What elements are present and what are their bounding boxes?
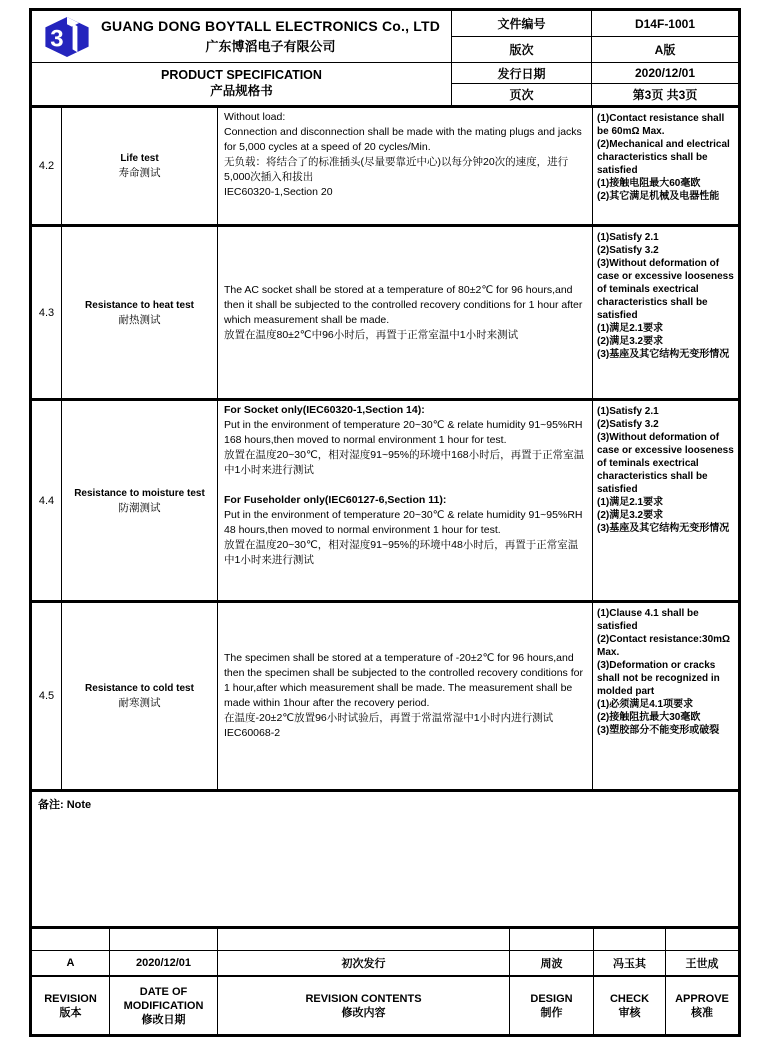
test-requirement-line: (3)基座及其它结构无变形情况: [597, 349, 730, 360]
document-header: [32, 11, 738, 105]
test-description-line: 放置在温度20~30℃，相对湿度91~95%的环境中48小时后，再置于正常室温中1小时来进行测试: [224, 539, 579, 566]
test-description: [218, 401, 593, 600]
test-number: 4.3: [32, 227, 62, 398]
test-requirement-line: (2)满足3.2要求: [597, 510, 664, 521]
doc-version-value: A版: [592, 37, 738, 63]
revision-header-cell: [110, 977, 218, 1034]
test-name-cn: 寿命测试: [118, 167, 161, 179]
test-row: [32, 398, 738, 600]
revision-empty-cell: [510, 929, 594, 951]
test-requirement-line: (1)接触电阻最大60毫欧: [597, 178, 701, 189]
revision-value-cell: 冯玉其: [594, 951, 666, 977]
test-requirement-line: (2)满足3.2要求: [597, 336, 664, 347]
doc-number-label: 文件编号: [452, 11, 592, 37]
test-requirement-line: (1)Clause 4.1 shall be satisfied: [597, 608, 699, 632]
revision-header-cell: [666, 977, 738, 1034]
test-name-en: Life test: [120, 153, 159, 164]
test-requirement-line: (2)Satisfy 3.2: [597, 419, 659, 430]
note-label: 备注: Note: [38, 799, 92, 811]
test-requirements: [593, 108, 738, 224]
test-requirement-line: (2)其它满足机械及电器性能: [597, 191, 720, 202]
test-requirement-line: (3)基座及其它结构无变形情况: [597, 523, 730, 534]
test-description-line: [224, 478, 586, 493]
test-requirement-line: (2)Contact resistance:30mΩ Max.: [597, 634, 731, 658]
test-requirements: [593, 227, 738, 398]
test-description-line: For Socket only(IEC60320-1,Section 14):: [224, 404, 425, 416]
test-name-en: Resistance to moisture test: [74, 487, 205, 499]
document-title-cn: 产品规格书: [210, 84, 273, 98]
test-requirement-line: (1)必须满足4.1项要求: [597, 699, 694, 710]
test-requirement-line: (3)Deformation or cracks shall not be recognized in molded part: [597, 660, 720, 697]
test-requirement-line: (1)Contact resistance shall be 60mΩ Max.: [597, 113, 725, 137]
test-description-line: Put in the environment of temperature 20~30℃ & relate humidity 91~95%RH 48 hours,then moved to normal environment 1 hour for test.: [224, 509, 583, 536]
revision-value-cell: 王世成: [666, 951, 738, 977]
test-description-line: IEC60320-1,Section 20: [224, 186, 333, 198]
test-requirement-line: (3)Without deformation of case or excessive looseness of teminals exectrical characteristics shall be satisfied: [597, 258, 734, 321]
test-requirement-line: (2)Satisfy 3.2: [597, 245, 659, 256]
test-description-line: IEC60068-2: [224, 727, 281, 739]
doc-number-value: D14F-1001: [592, 11, 738, 37]
test-row: [32, 108, 738, 224]
revision-header-line: REVISION CONTENTS: [305, 992, 422, 1005]
note-section: [32, 789, 738, 926]
revision-empty-cell: [32, 929, 110, 951]
test-name-en: Resistance to cold test: [85, 683, 194, 694]
test-description: [218, 603, 593, 789]
revision-header-line: 修改内容: [341, 1006, 386, 1019]
revision-header-line: 版本: [59, 1006, 82, 1019]
document-title-en: PRODUCT SPECIFICATION: [161, 68, 322, 83]
test-description-line: Put in the environment of temperature 20~30℃ & relate humidity 91~95%RH 168 hours,then moved to normal environment 1 hour for test.: [224, 419, 583, 446]
revision-header-line: DATE OF: [139, 985, 188, 998]
test-description-line: 在温度-20±2℃放置96小时试验后，再置于常温常湿中1小时内进行测试: [224, 712, 554, 724]
test-number: 4.5: [32, 603, 62, 789]
revision-header-line: 制作: [540, 1006, 563, 1019]
test-number: 4.4: [32, 401, 62, 600]
revision-empty-cell: [666, 929, 738, 951]
test-name: [62, 108, 218, 224]
test-description-line: For Fuseholder only(IEC60127-6,Section 11):: [224, 494, 447, 506]
test-name: [62, 603, 218, 789]
test-requirement-line: (1)Satisfy 2.1: [597, 232, 659, 243]
test-description: [218, 108, 593, 224]
revision-empty-cell: [218, 929, 510, 951]
svg-text:3: 3: [50, 25, 64, 53]
revision-header-line: CHECK: [609, 992, 650, 1005]
test-description: [218, 227, 593, 398]
company-header: [32, 11, 452, 63]
test-name-cn: 防潮测试: [118, 501, 161, 514]
revision-header-line: REVISION: [44, 992, 97, 1005]
test-name: [62, 401, 218, 600]
doc-version-label: 版次: [452, 37, 592, 63]
page-number-value: 第3页 共3页: [632, 88, 698, 102]
test-requirement-line: (2)接触阻抗最大30毫欧: [597, 712, 701, 723]
revision-header-cell: [218, 977, 510, 1034]
revision-value-cell: 周波: [510, 951, 594, 977]
revision-header-cell: [32, 977, 110, 1034]
revision-header-line: APPROVE: [675, 992, 729, 1005]
test-row: [32, 224, 738, 398]
page-number-label: 页次: [452, 84, 592, 105]
test-description-line: 无负载：将结合了的标准插头(尽量要靠近中心)以每分钟20次的速度，进行5,000次插入和拔出: [224, 156, 569, 183]
revision-header-cell: [594, 977, 666, 1034]
test-row: [32, 600, 738, 789]
test-description-line: 放置在温度20~30℃，相对湿度91~95%的环境中168小时后，再置于正常室温中1小时来进行测试: [224, 449, 585, 476]
company-logo-icon: [43, 16, 91, 58]
company-name-cn: 广东博滔电子有限公司: [205, 39, 336, 54]
revision-value-cell: 初次发行: [218, 951, 510, 977]
test-name-cn: 耐热测试: [118, 313, 161, 326]
issue-date-value: 2020/12/01: [592, 63, 738, 84]
test-requirement-line: (1)满足2.1要求: [597, 497, 664, 508]
test-table: [32, 105, 738, 789]
revision-header-line: 审核: [618, 1006, 641, 1019]
company-name-en: GUANG DONG BOYTALL ELECTRONICS Co., LTD: [100, 18, 441, 34]
test-requirement-line: (1)Satisfy 2.1: [597, 406, 659, 417]
revision-header-line: DESIGN: [530, 992, 573, 1005]
issue-date-label: 发行日期: [452, 63, 592, 84]
test-number: 4.2: [32, 108, 62, 224]
test-name-en: Resistance to heat test: [85, 299, 194, 311]
test-description-line: The AC socket shall be stored at a temperature of 80±2℃ for 96 hours,and then it shall be subjected to the controlled recovery conditions for 1 hour after which measurement shall be made.: [224, 283, 583, 326]
revision-table: [32, 926, 738, 1034]
revision-value-cell: A: [32, 951, 110, 977]
test-requirement-line: (2)Mechanical and electrical characteristics shall be satisfied: [597, 139, 730, 176]
test-description-line: The specimen shall be stored at a temperature of -20±2℃ for 96 hours,and then the specimen shall be subjected to the controlled recovery conditions for 1 hour,after which measurement shall be made. The measurement shall be made within 1hour after the recovery period.: [224, 652, 583, 709]
revision-header-line: MODIFICATION: [123, 999, 204, 1012]
test-description-line: Connection and disconnection shall be made with the mating plugs and jacks for 5,000 cycles at a speed of 20 cycles/Min.: [224, 126, 582, 153]
revision-value-cell: 2020/12/01: [110, 951, 218, 977]
revision-header-line: 核准: [691, 1006, 713, 1019]
test-name: [62, 227, 218, 398]
test-requirements: [593, 603, 738, 789]
document-title: [32, 63, 452, 105]
test-requirement-line: (3)塑胶部分不能变形或破裂: [597, 725, 720, 736]
revision-empty-cell: [110, 929, 218, 951]
company-name: [101, 18, 440, 55]
revision-header-line: 修改日期: [141, 1013, 186, 1026]
test-description-line: Without load:: [224, 111, 286, 123]
test-requirement-line: (1)满足2.1要求: [597, 323, 664, 334]
test-requirement-line: (3)Without deformation of case or excessive looseness of teminals exectrical characteristics shall be satisfied: [597, 432, 734, 495]
spec-sheet: [29, 8, 741, 1037]
test-description-line: 放置在温度80±2℃中96小时后，再置于正常室温中1小时来测试: [224, 328, 519, 341]
revision-header-cell: [510, 977, 594, 1034]
revision-empty-cell: [594, 929, 666, 951]
test-requirements: [593, 401, 738, 600]
test-name-cn: 耐寒测试: [118, 697, 161, 709]
